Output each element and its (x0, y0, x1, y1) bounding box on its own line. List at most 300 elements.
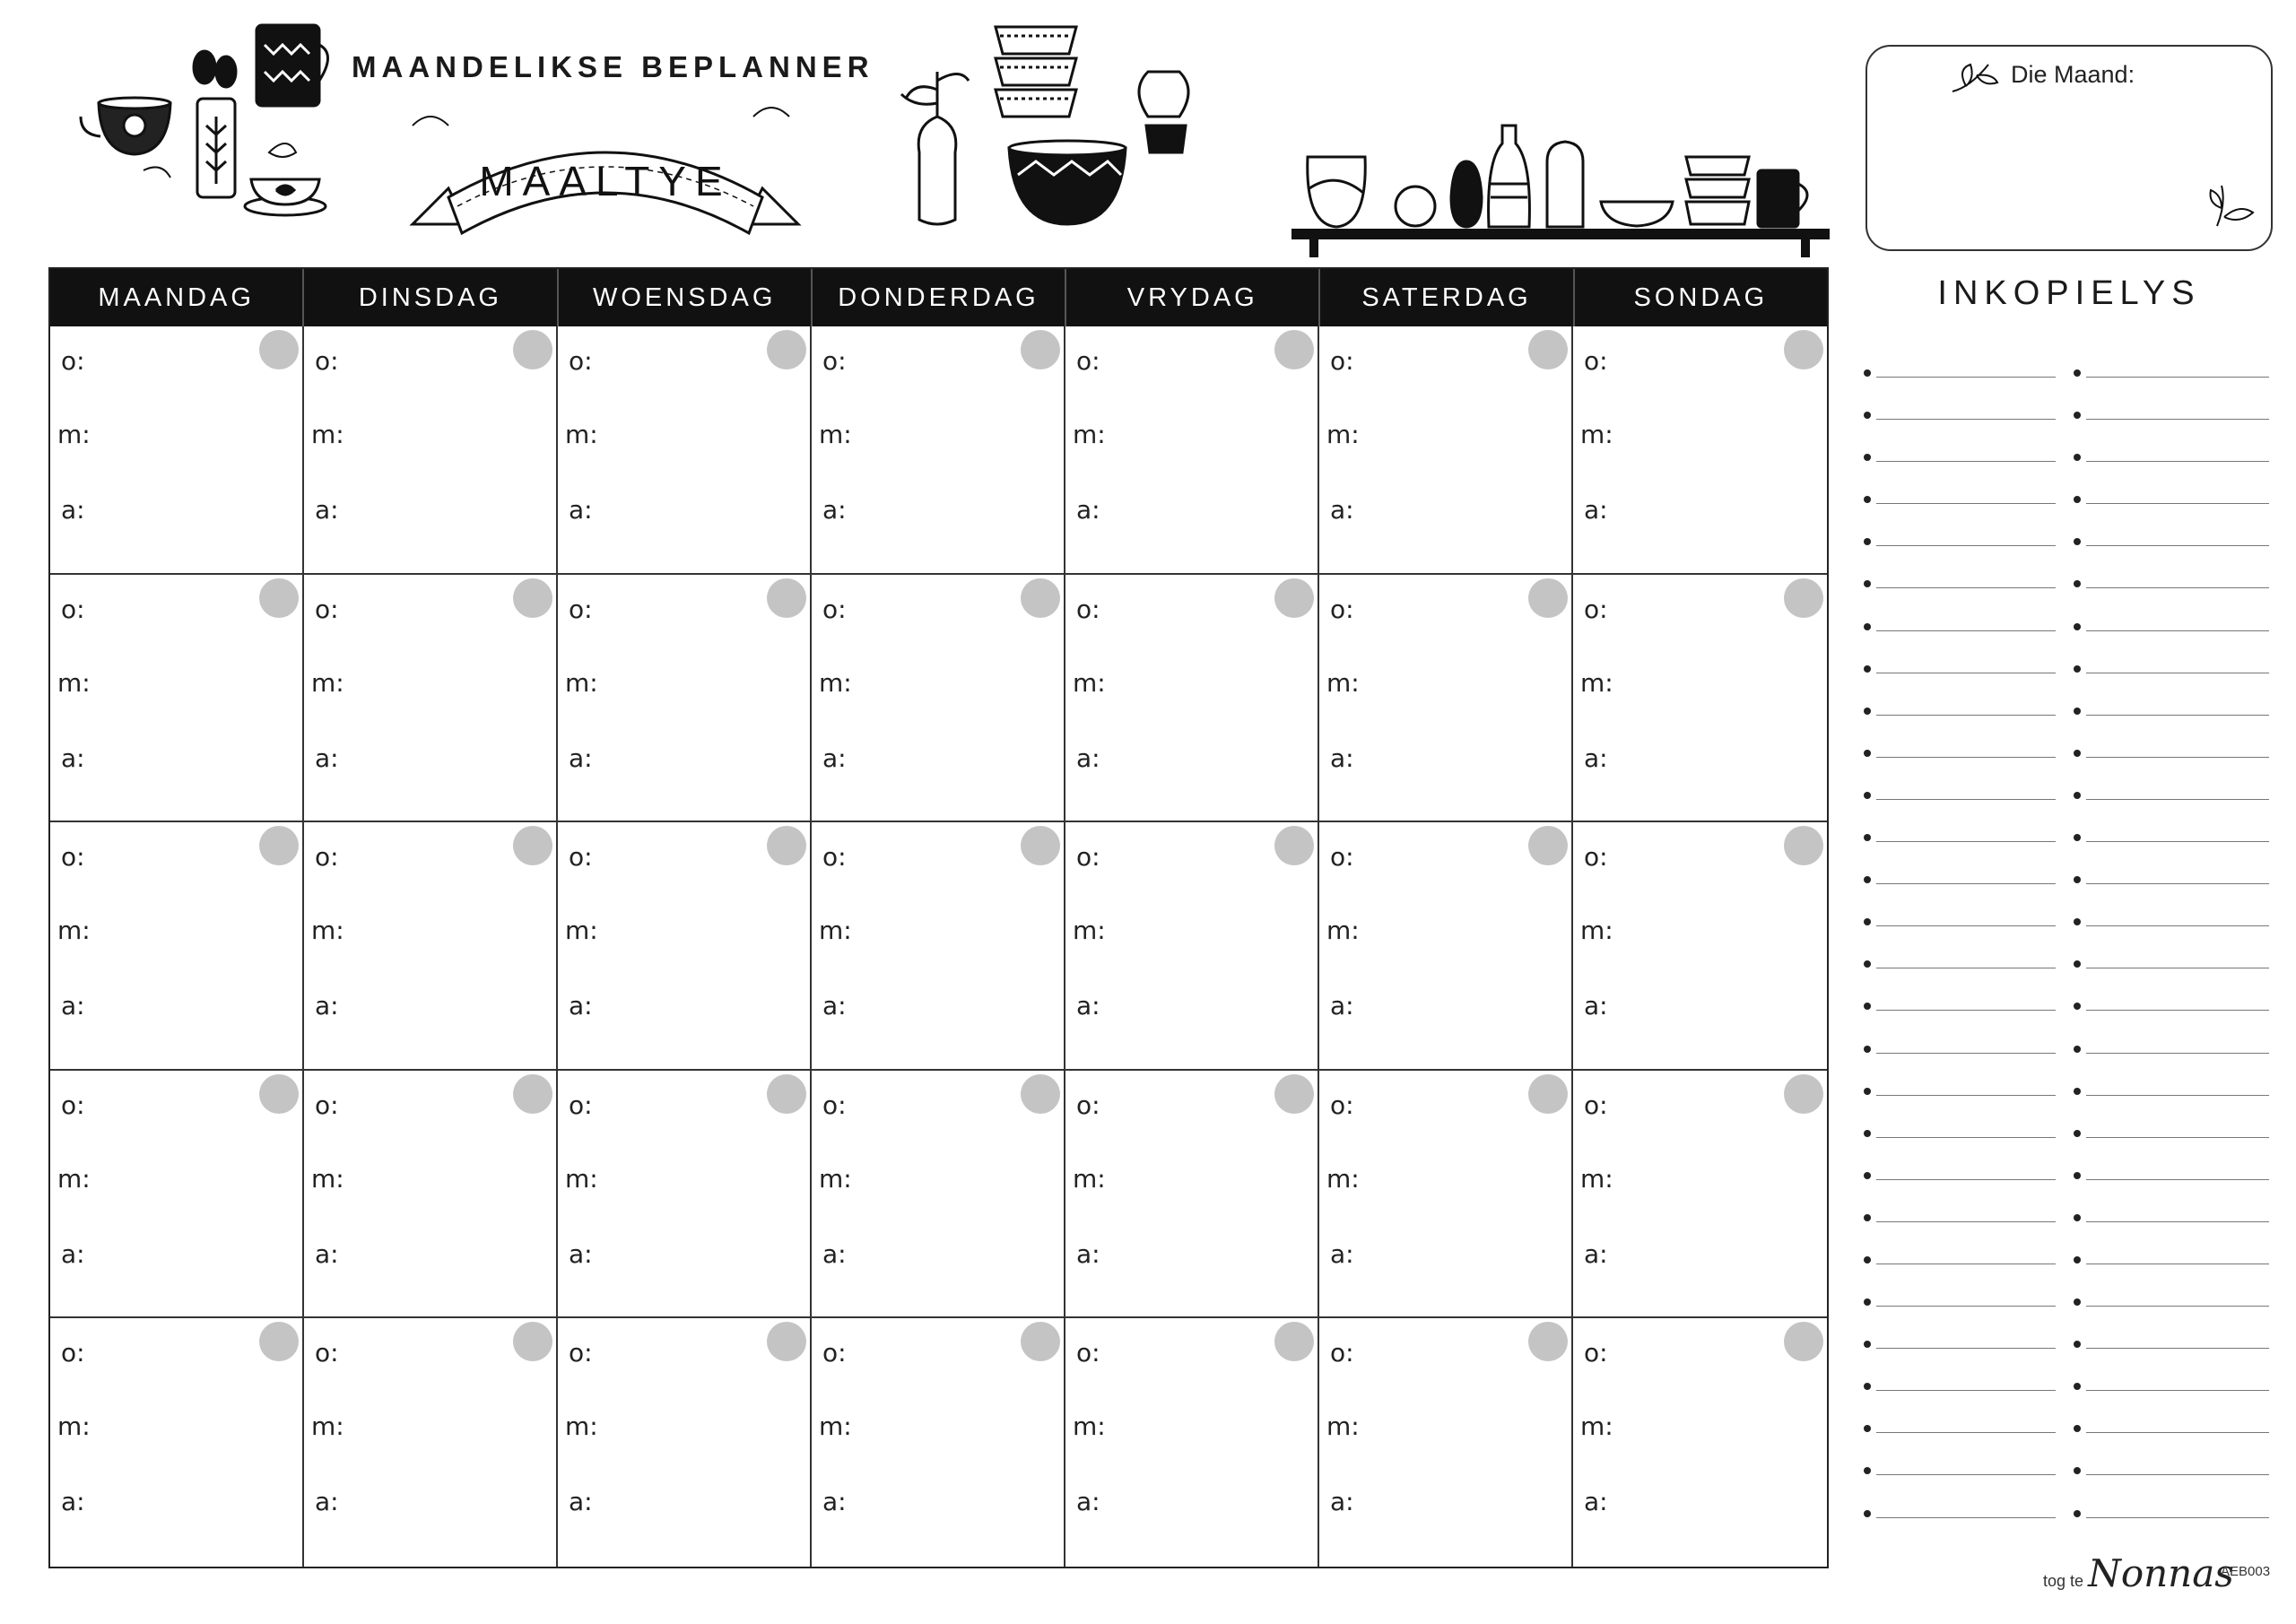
meal-label-breakfast: o: (315, 346, 339, 376)
day-cell[interactable] (1573, 822, 1827, 1071)
weekday-label: MAANDAG (50, 269, 304, 326)
date-circle[interactable] (1784, 578, 1823, 618)
shopping-list-line[interactable] (1864, 355, 2056, 397)
shopping-list-line[interactable] (2074, 988, 2269, 1030)
meal-label-lunch: m: (1073, 667, 1106, 698)
bullet-icon (1864, 412, 1871, 419)
shopping-list-line[interactable] (2074, 439, 2269, 482)
meal-label-lunch: m: (1073, 420, 1106, 449)
date-circle[interactable] (1021, 1074, 1060, 1114)
kitchenware-illustration-left (72, 18, 341, 233)
meal-label-dinner: a: (1584, 1487, 1608, 1517)
bullet-icon (1864, 665, 1871, 673)
writing-rule (2086, 1390, 2269, 1391)
writing-rule (1876, 1221, 2056, 1222)
meal-label-breakfast: o: (1330, 346, 1354, 376)
bullet-icon (1864, 1298, 1871, 1306)
bullet-icon (1864, 623, 1871, 630)
meal-label-breakfast: o: (1584, 842, 1608, 873)
meal-label-dinner: a: (1330, 743, 1354, 773)
banner-text: MAALTYE (479, 158, 732, 204)
date-circle[interactable] (1021, 578, 1060, 618)
bullet-icon (1864, 750, 1871, 757)
stacked-bowls-icon (996, 27, 1076, 117)
meal-label-breakfast: o: (1076, 842, 1100, 873)
day-cell[interactable] (558, 1318, 812, 1567)
meal-label-lunch: m: (1580, 667, 1613, 698)
bullet-icon (1864, 918, 1871, 925)
brand-script: Nonnas (2088, 1551, 2234, 1595)
bullet-icon (2074, 1003, 2081, 1010)
shopping-list-line[interactable] (1864, 1368, 2056, 1411)
meal-label-dinner: a: (61, 495, 85, 525)
meal-label-dinner: a: (1076, 743, 1100, 773)
meal-label-lunch: m: (565, 420, 598, 449)
day-cell[interactable] (50, 822, 304, 1071)
shopping-list-line[interactable] (2074, 820, 2269, 862)
day-cell[interactable] (1065, 822, 1319, 1071)
day-cell[interactable] (304, 1071, 558, 1319)
meal-label-breakfast: o: (822, 594, 847, 624)
meal-label-lunch: m: (1580, 1411, 1613, 1442)
writing-rule (2086, 925, 2269, 926)
bullet-icon (2074, 496, 2081, 503)
meal-label-dinner: a: (1584, 991, 1608, 1021)
bullet-icon (1864, 538, 1871, 545)
meal-label-breakfast: o: (61, 842, 85, 873)
shopping-list-line[interactable] (1864, 1453, 2056, 1495)
date-circle[interactable] (1528, 578, 1568, 618)
date-circle[interactable] (1784, 330, 1823, 369)
date-circle[interactable] (513, 826, 552, 865)
shopping-list-line[interactable] (1864, 1284, 2056, 1326)
date-circle[interactable] (1528, 1074, 1568, 1114)
meal-label-dinner: a: (61, 991, 85, 1021)
date-circle[interactable] (1274, 578, 1314, 618)
shopping-list-line[interactable] (2074, 397, 2269, 439)
writing-rule (1876, 1432, 2056, 1433)
date-circle[interactable] (1528, 330, 1568, 369)
shopping-list-line[interactable] (2074, 1453, 2269, 1495)
date-circle[interactable] (1784, 1074, 1823, 1114)
shopping-list-line[interactable] (2074, 904, 2269, 946)
writing-rule (2086, 1137, 2269, 1138)
shopping-list-line[interactable] (2074, 482, 2269, 524)
date-circle[interactable] (259, 578, 299, 618)
meal-label-lunch: m: (1580, 420, 1613, 449)
bullet-icon (2074, 708, 2081, 715)
meal-label-breakfast: o: (569, 1090, 593, 1120)
shopping-list-title: INKOPIELYS (1937, 274, 2201, 312)
bullet-icon (2074, 580, 2081, 587)
meal-label-dinner: a: (1076, 1487, 1100, 1517)
meal-label-dinner: a: (315, 743, 339, 773)
meal-label-lunch: m: (565, 667, 598, 698)
date-circle[interactable] (767, 330, 806, 369)
shopping-list-line[interactable] (2074, 862, 2269, 904)
brand-logo (2043, 1551, 2234, 1595)
date-circle[interactable] (513, 1074, 552, 1114)
meal-label-lunch: m: (819, 1411, 852, 1442)
bullet-icon (1864, 834, 1871, 841)
bullet-icon (2074, 665, 2081, 673)
shopping-list-line[interactable] (1864, 1031, 2056, 1073)
day-cell[interactable] (812, 1071, 1065, 1319)
meal-label-lunch: m: (311, 916, 344, 946)
shopping-list-line[interactable] (2074, 1368, 2269, 1411)
writing-rule (1876, 715, 2056, 716)
meal-label-lunch: m: (57, 916, 91, 946)
meal-label-lunch: m: (311, 420, 344, 449)
bullet-icon (2074, 369, 2081, 377)
bullet-icon (1864, 708, 1871, 715)
day-cell[interactable] (1319, 1071, 1573, 1319)
meal-label-breakfast: o: (822, 1338, 847, 1368)
shopping-list-line[interactable] (1864, 1326, 2056, 1368)
brand-prefix: tog te (2043, 1572, 2084, 1590)
shopping-list-line[interactable] (1864, 1073, 2056, 1116)
day-cell[interactable] (558, 822, 812, 1071)
date-circle[interactable] (259, 1074, 299, 1114)
writing-rule (1876, 1095, 2056, 1096)
meal-label-dinner: a: (1584, 495, 1608, 525)
bullet-icon (2074, 1341, 2081, 1348)
date-circle[interactable] (259, 1322, 299, 1361)
bullet-icon (1864, 1046, 1871, 1053)
shopping-list-column-right (2074, 355, 2269, 1538)
meal-label-breakfast: o: (61, 346, 85, 376)
meal-label-dinner: a: (1330, 1238, 1354, 1269)
product-code: AEB003 (2221, 1564, 2271, 1579)
weekday-label: SONDAG (1633, 283, 1769, 312)
shopping-list-line[interactable] (1864, 397, 2056, 439)
date-circle[interactable] (767, 578, 806, 618)
shopping-list-line[interactable] (2074, 777, 2269, 820)
date-circle[interactable] (1021, 330, 1060, 369)
bowl-icon (1009, 141, 1126, 224)
date-circle[interactable] (1274, 1322, 1314, 1361)
shopping-list-line[interactable] (1864, 777, 2056, 820)
day-cell[interactable] (1319, 326, 1573, 575)
meal-label-lunch: m: (1326, 667, 1360, 698)
bullet-icon (2074, 1383, 2081, 1390)
date-circle[interactable] (513, 1322, 552, 1361)
month-box[interactable] (1866, 45, 2273, 251)
meal-label-breakfast: o: (569, 346, 593, 376)
bullet-icon (2074, 1172, 2081, 1179)
day-cell[interactable] (812, 1318, 1065, 1567)
bullet-icon (1864, 876, 1871, 883)
meal-label-dinner: a: (315, 991, 339, 1021)
bullet-icon (1864, 1214, 1871, 1221)
date-circle[interactable] (767, 1074, 806, 1114)
bullet-icon (1864, 1425, 1871, 1432)
meal-label-dinner: a: (822, 495, 847, 525)
shopping-list-line[interactable] (1864, 1496, 2056, 1538)
leaf-icon (2208, 181, 2262, 230)
shopping-list-line[interactable] (1864, 524, 2056, 566)
bullet-icon (2074, 1214, 2081, 1221)
bullet-icon (1864, 1383, 1871, 1390)
day-cell[interactable] (1065, 1318, 1319, 1567)
day-cell[interactable] (1573, 575, 1827, 823)
shopping-list-line[interactable] (1864, 609, 2056, 651)
writing-rule (1876, 1390, 2056, 1391)
meal-label-breakfast: o: (1076, 1090, 1100, 1120)
writing-rule (2086, 419, 2269, 420)
date-circle[interactable] (1784, 1322, 1823, 1361)
meal-label-lunch: m: (1073, 916, 1106, 946)
bullet-icon (1864, 1172, 1871, 1179)
meal-label-breakfast: o: (61, 1090, 85, 1120)
meal-label-dinner: a: (1584, 743, 1608, 773)
meal-label-dinner: a: (1330, 1487, 1354, 1517)
meal-label-lunch: m: (57, 420, 91, 449)
meal-label-breakfast: o: (569, 594, 593, 624)
meal-label-lunch: m: (57, 667, 91, 698)
writing-rule (2086, 715, 2269, 716)
writing-rule (2086, 1348, 2269, 1349)
shopping-list-line[interactable] (1864, 946, 2056, 988)
meal-label-lunch: m: (565, 916, 598, 946)
shopping-list-line[interactable] (2074, 946, 2269, 988)
shopping-list-line[interactable] (2074, 693, 2269, 735)
writing-rule (1876, 630, 2056, 631)
meal-label-lunch: m: (819, 1163, 852, 1194)
day-cell[interactable] (558, 1071, 812, 1319)
meal-label-breakfast: o: (1330, 1338, 1354, 1368)
shopping-list-line[interactable] (2074, 1326, 2269, 1368)
writing-rule (1876, 757, 2056, 758)
day-cell[interactable] (50, 575, 304, 823)
weekday-label: DINSDAG (304, 269, 558, 326)
shopping-list-line[interactable] (2074, 651, 2269, 693)
day-cell[interactable] (304, 575, 558, 823)
day-cell[interactable] (50, 1318, 304, 1567)
leaf-icon (1948, 56, 2002, 100)
bullet-icon (2074, 412, 2081, 419)
shopping-list-line[interactable] (1864, 439, 2056, 482)
date-circle[interactable] (259, 826, 299, 865)
meal-label-dinner: a: (822, 991, 847, 1021)
meal-label-dinner: a: (822, 743, 847, 773)
shopping-list-line[interactable] (1864, 651, 2056, 693)
day-cell[interactable] (1319, 1318, 1573, 1567)
calendar-grid (50, 326, 1827, 1567)
shopping-list-line[interactable] (2074, 566, 2269, 608)
bullet-icon (1864, 1088, 1871, 1095)
shopping-list-line[interactable] (1864, 693, 2056, 735)
meal-label-dinner: a: (315, 1487, 339, 1517)
shopping-list-line[interactable] (1864, 1242, 2056, 1284)
shopping-list-line[interactable] (2074, 1200, 2269, 1242)
meal-label-breakfast: o: (1330, 594, 1354, 624)
shopping-list-line[interactable] (2074, 609, 2269, 651)
meal-label-breakfast: o: (822, 346, 847, 376)
shopping-list-line[interactable] (2074, 1284, 2269, 1326)
shopping-list-line[interactable] (1864, 988, 2056, 1030)
bullet-icon (2074, 918, 2081, 925)
date-circle[interactable] (767, 826, 806, 865)
shopping-list-line[interactable] (2074, 1031, 2269, 1073)
day-cell[interactable] (1319, 575, 1573, 823)
writing-rule (2086, 630, 2269, 631)
day-cell[interactable] (1065, 575, 1319, 823)
day-cell[interactable] (812, 575, 1065, 823)
writing-rule (2086, 1517, 2269, 1518)
meal-label-dinner: a: (315, 495, 339, 525)
writing-rule (2086, 799, 2269, 800)
date-circle[interactable] (767, 1322, 806, 1361)
bullet-icon (2074, 454, 2081, 461)
day-cell[interactable] (558, 575, 812, 823)
writing-rule (2086, 1010, 2269, 1011)
date-circle[interactable] (1784, 826, 1823, 865)
meal-label-lunch: m: (819, 916, 852, 946)
shopping-list-line[interactable] (2074, 1158, 2269, 1200)
shopping-list-line[interactable] (2074, 1496, 2269, 1538)
date-circle[interactable] (513, 578, 552, 618)
weekday-label: WOENSDAG (559, 269, 813, 326)
shopping-list-line[interactable] (1864, 1411, 2056, 1453)
shopping-list-line[interactable] (2074, 524, 2269, 566)
shopping-list-line[interactable] (1864, 1158, 2056, 1200)
bullet-icon (1864, 1341, 1871, 1348)
meal-label-breakfast: o: (315, 594, 339, 624)
meal-label-lunch: m: (1326, 1411, 1360, 1442)
shopping-list-line[interactable] (2074, 355, 2269, 397)
meal-label-breakfast: o: (315, 1338, 339, 1368)
bullet-icon (2074, 1088, 2081, 1095)
writing-rule (1876, 799, 2056, 800)
writing-rule (1876, 1010, 2056, 1011)
day-cell[interactable] (50, 1071, 304, 1319)
shopping-list-line[interactable] (1864, 566, 2056, 608)
meal-label-breakfast: o: (1076, 1338, 1100, 1368)
writing-rule (2086, 1221, 2269, 1222)
meal-label-lunch: m: (57, 1163, 91, 1194)
writing-rule (2086, 461, 2269, 462)
writing-rule (1876, 1053, 2056, 1054)
meal-label-lunch: m: (1326, 916, 1360, 946)
day-cell[interactable] (50, 326, 304, 575)
writing-rule (2086, 377, 2269, 378)
weekday-header (50, 269, 1827, 326)
shopping-list-line[interactable] (2074, 1242, 2269, 1284)
meal-label-dinner: a: (1584, 1238, 1608, 1269)
shopping-list-line[interactable] (1864, 482, 2056, 524)
date-circle[interactable] (1274, 330, 1314, 369)
writing-rule (1876, 545, 2056, 546)
meal-label-dinner: a: (1076, 495, 1100, 525)
meal-label-dinner: a: (1330, 991, 1354, 1021)
writing-rule (2086, 1053, 2269, 1054)
shopping-list-line[interactable] (1864, 904, 2056, 946)
date-circle[interactable] (1021, 1322, 1060, 1361)
day-cell[interactable] (1319, 822, 1573, 1071)
writing-rule (2086, 1306, 2269, 1307)
date-circle[interactable] (1274, 1074, 1314, 1114)
bullet-icon (1864, 496, 1871, 503)
bullet-icon (1864, 454, 1871, 461)
bullet-icon (2074, 623, 2081, 630)
writing-rule (1876, 461, 2056, 462)
day-cell[interactable] (304, 822, 558, 1071)
date-circle[interactable] (1528, 1322, 1568, 1361)
writing-rule (1876, 1179, 2056, 1180)
day-cell[interactable] (1573, 1071, 1827, 1319)
day-cell[interactable] (558, 326, 812, 575)
day-cell[interactable] (812, 326, 1065, 575)
date-circle[interactable] (1528, 826, 1568, 865)
meal-label-lunch: m: (819, 667, 852, 698)
bullet-icon (1864, 1467, 1871, 1474)
bullet-icon (2074, 1046, 2081, 1053)
bullet-icon (1864, 1130, 1871, 1137)
day-cell[interactable] (1065, 326, 1319, 575)
date-circle[interactable] (1021, 826, 1060, 865)
meal-label-breakfast: o: (1076, 346, 1100, 376)
writing-rule (1876, 883, 2056, 884)
meal-label-dinner: a: (1330, 495, 1354, 525)
writing-rule (1876, 503, 2056, 504)
bullet-icon (2074, 876, 2081, 883)
shopping-list-line[interactable] (1864, 820, 2056, 862)
day-cell[interactable] (1573, 326, 1827, 575)
shopping-list-line[interactable] (1864, 1116, 2056, 1158)
meal-label-breakfast: o: (1330, 1090, 1354, 1120)
day-cell[interactable] (304, 326, 558, 575)
meal-label-lunch: m: (1073, 1163, 1106, 1194)
kitchenware-shelf-illustration (1292, 108, 1839, 265)
date-circle[interactable] (1274, 826, 1314, 865)
meal-label-lunch: m: (57, 1411, 91, 1442)
shopping-list-line[interactable] (2074, 1116, 2269, 1158)
shopping-list-line[interactable] (2074, 1411, 2269, 1453)
shopping-list-line[interactable] (1864, 1200, 2056, 1242)
meal-label-lunch: m: (819, 420, 852, 449)
writing-rule (1876, 841, 2056, 842)
meal-label-lunch: m: (311, 667, 344, 698)
mug-icon (257, 25, 328, 106)
shopping-list-line[interactable] (2074, 735, 2269, 777)
meal-label-dinner: a: (822, 1487, 847, 1517)
day-cell[interactable] (304, 1318, 558, 1567)
plant-vase-icon (901, 72, 969, 224)
day-cell[interactable] (1573, 1318, 1827, 1567)
writing-rule (1876, 925, 2056, 926)
bullet-icon (1864, 1510, 1871, 1517)
shopping-list-line[interactable] (1864, 735, 2056, 777)
meal-label-lunch: m: (1580, 1163, 1613, 1194)
weekday-label: DONDERDAG (813, 269, 1066, 326)
writing-rule (1876, 1517, 2056, 1518)
day-cell[interactable] (1065, 1071, 1319, 1319)
bullet-icon (1864, 1003, 1871, 1010)
shopping-list-line[interactable] (1864, 862, 2056, 904)
date-circle[interactable] (513, 330, 552, 369)
day-cell[interactable] (812, 822, 1065, 1071)
bullet-icon (2074, 750, 2081, 757)
bullet-icon (2074, 1256, 2081, 1264)
title-banner (395, 90, 816, 260)
spoons-icon (194, 51, 236, 197)
meal-label-breakfast: o: (61, 594, 85, 624)
writing-rule (1876, 1137, 2056, 1138)
shopping-list-line[interactable] (2074, 1073, 2269, 1116)
meal-label-lunch: m: (1326, 1163, 1360, 1194)
date-circle[interactable] (259, 330, 299, 369)
